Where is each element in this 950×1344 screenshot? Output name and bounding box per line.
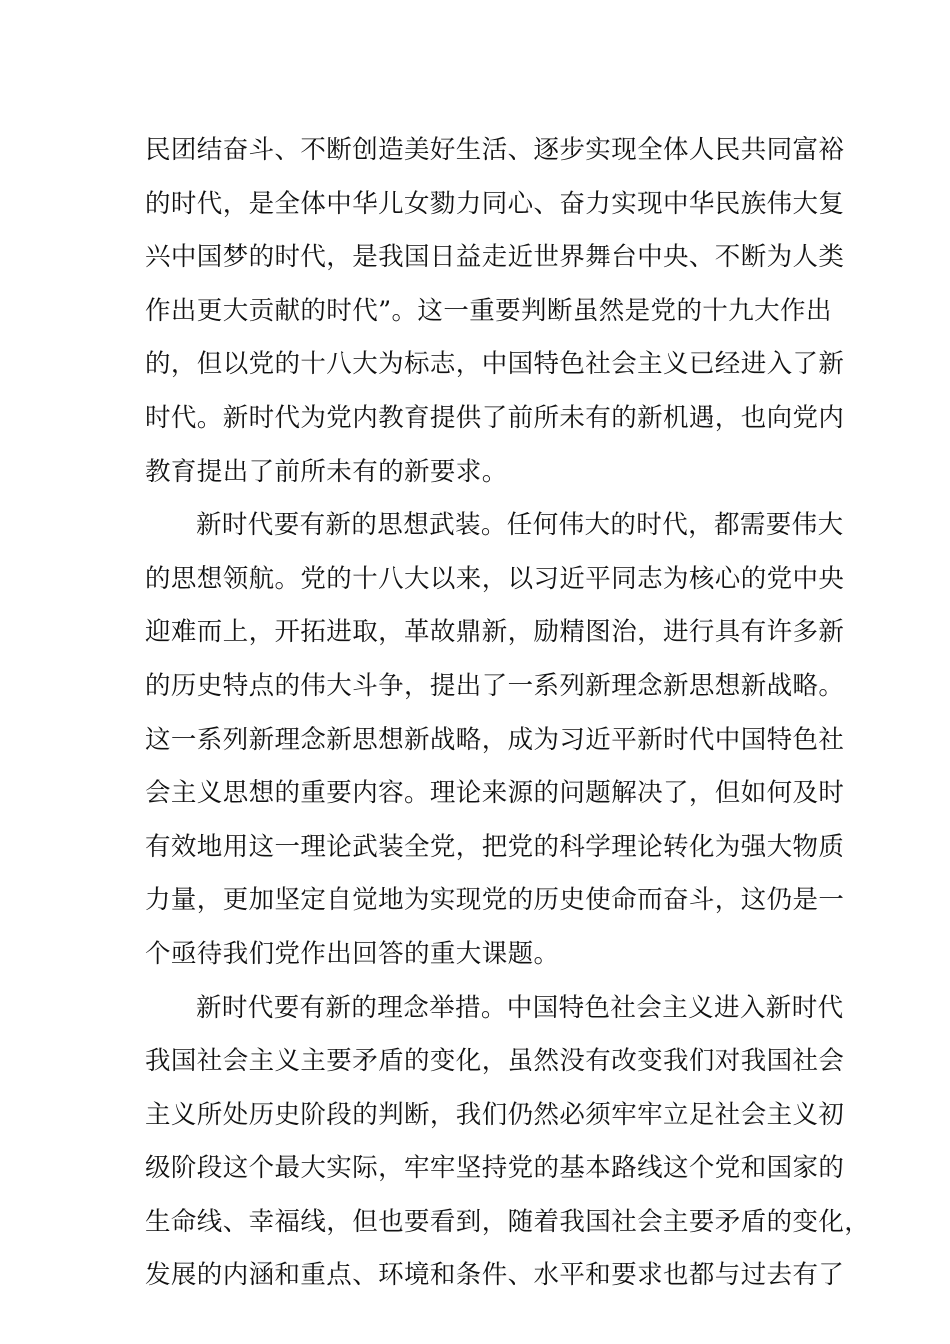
text-line: 教育提出了前所未有的新要求。 — [145, 456, 508, 487]
text-line: 新时代要有新的理念举措。中国特色社会主义进入新时代 — [196, 992, 844, 1023]
document-body — [145, 124, 871, 1303]
text-line: 发展的内涵和重点、环境和条件、水平和要求也都与过去有了 — [145, 1260, 845, 1291]
text-line: 兴中国梦的时代，是我国日益走近世界舞台中央、不断为人类 — [145, 242, 845, 273]
text-line: 我国社会主义主要矛盾的变化，虽然没有改变我们对我国社会 — [145, 1046, 845, 1077]
text-line: 的历史特点的伟大斗争，提出了一系列新理念新思想新战略。 — [145, 670, 845, 701]
text-line: 级阶段这个最大实际，牢牢坚持党的基本路线这个党和国家的 — [145, 1153, 845, 1184]
text-line: 新时代要有新的思想武装。任何伟大的时代，都需要伟大 — [196, 510, 844, 541]
text-line: 主义所处历史阶段的判断，我们仍然必须牢牢立足社会主义初 — [145, 1099, 845, 1130]
paragraph-3 — [145, 982, 871, 1304]
text-line: 的，但以党的十八大为标志，中国特色社会主义已经进入了新 — [145, 349, 845, 380]
text-line: 时代。新时代为党内教育提供了前所未有的新机遇，也向党内 — [145, 402, 845, 433]
text-line: 会主义思想的重要内容。理论来源的问题解决了，但如何及时 — [145, 778, 845, 809]
text-line: 这一系列新理念新思想新战略，成为习近平新时代中国特色社 — [145, 724, 845, 755]
text-line: 作出更大贡献的时代”。这一重要判断虽然是党的十九大作出 — [145, 295, 832, 326]
text-line: 生命线、幸福线，但也要看到，随着我国社会主要矛盾的变化， — [145, 1206, 871, 1237]
text-line: 个亟待我们党作出回答的重大课题。 — [145, 938, 560, 969]
text-line: 有效地用这一理论武装全党，把党的科学理论转化为强大物质 — [145, 831, 845, 862]
text-line: 的思想领航。党的十八大以来，以习近平同志为核心的党中央 — [145, 563, 845, 594]
paragraph-2 — [145, 499, 845, 981]
text-line: 民团结奋斗、不断创造美好生活、逐步实现全体人民共同富裕 — [145, 135, 845, 165]
text-line: 迎难而上，开拓进取，革故鼎新，励精图治，进行具有许多新 — [145, 617, 845, 648]
text-line: 的时代，是全体中华儿女勠力同心、奋力实现中华民族伟大复 — [145, 188, 845, 219]
text-line: 力量，更加坚定自觉地为实现党的历史使命而奋斗，这仍是一 — [145, 885, 845, 916]
paragraph-1 — [145, 124, 845, 499]
